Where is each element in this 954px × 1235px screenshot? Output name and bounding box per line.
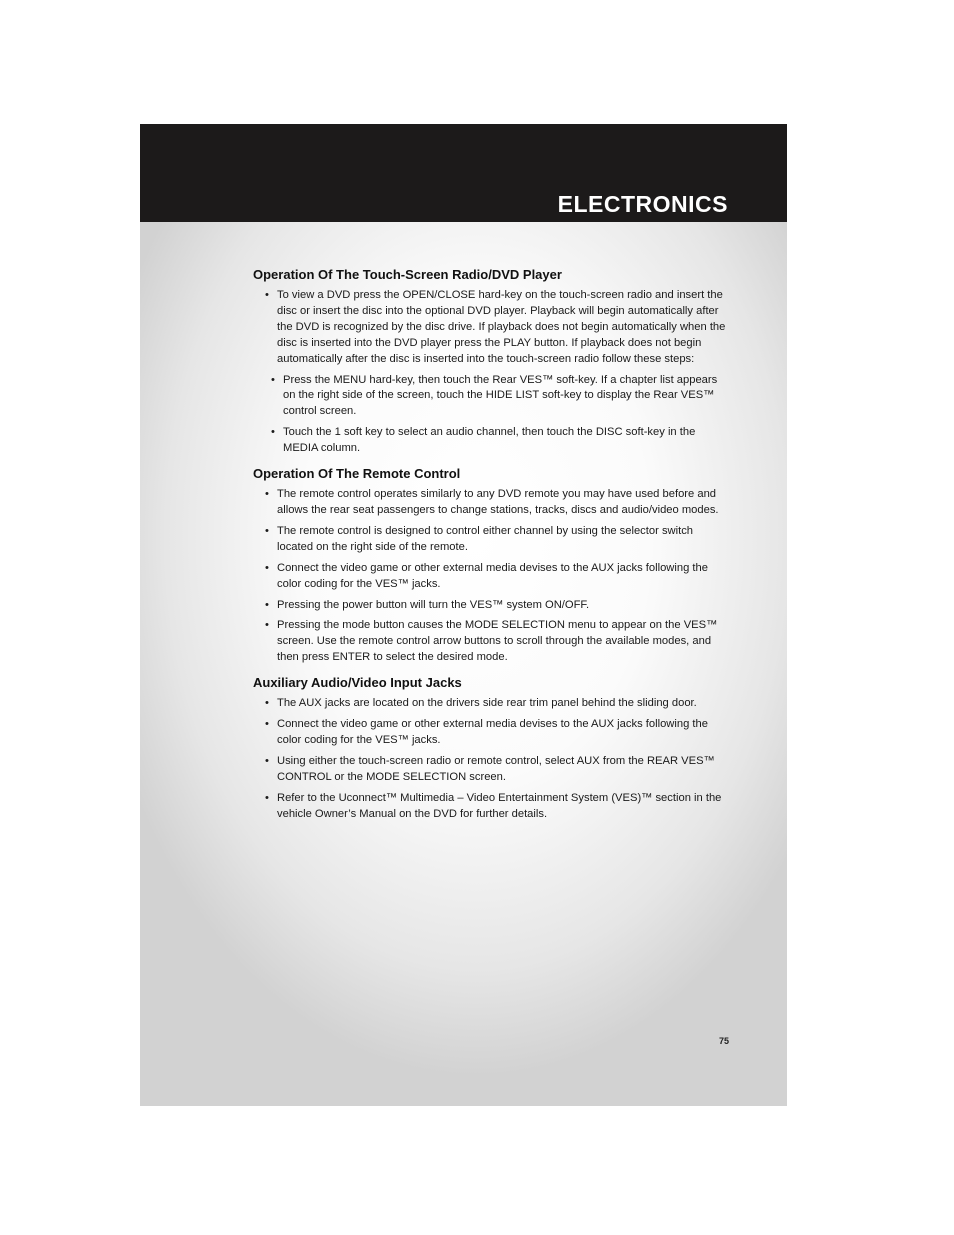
- header-bar: [140, 124, 787, 222]
- list-item: • Pressing the power button will turn the VES™ system ON/OFF.: [253, 598, 731, 614]
- list-item: • Connect the video game or other external media devises to the AUX jacks following the color coding for the VES™ jacks.: [253, 717, 731, 749]
- list-item: • To view a DVD press the OPEN/CLOSE hard-key on the touch-screen radio and insert the disc or insert the disc into the optional DVD player. Playback will begin automatically after the DVD is recognized by the disc drive. If playback does not begin automatically when the disc is inserted into the DVD player press the PLAY button. If playback does not begin automatically after the disc is inserted into the touch-screen radio follow these steps:: [253, 288, 731, 368]
- list-item: • The remote control operates similarly to any DVD remote you may have used before and allows the rear seat passengers to change stations, tracks, discs and audio/video modes.: [253, 487, 731, 519]
- list-aux-jacks: [253, 696, 731, 822]
- sub-list-item: • Press the MENU hard-key, then touch the Rear VES™ soft-key. If a chapter list appears on the right side of the screen, touch the HIDE LIST soft-key to display the Rear VES™ control screen.: [253, 373, 731, 421]
- list-item: • The AUX jacks are located on the drivers side rear trim panel behind the sliding door.: [253, 696, 731, 712]
- list-item: • The remote control is designed to control either channel by using the selector switch located on the right side of the remote.: [253, 524, 731, 556]
- list-item: • Refer to the Uconnect™ Multimedia – Video Entertainment System (VES)™ section in the vehicle Owner’s Manual on the DVD for further details.: [253, 791, 731, 823]
- list-item: • Connect the video game or other external media devises to the AUX jacks following the color coding for the VES™ jacks.: [253, 561, 731, 593]
- manual-page: [140, 124, 787, 1106]
- page-number: 75: [718, 1036, 729, 1046]
- list-remote-control: [253, 487, 731, 666]
- list-touch-screen-radio-dvd: [253, 288, 731, 457]
- list-item: • Using either the touch-screen radio or remote control, select AUX from the REAR VES™ CONTROL or the MODE SELECTION screen.: [253, 754, 731, 786]
- heading-remote-control: Operation Of The Remote Control: [253, 466, 461, 482]
- sub-list-item: • Touch the 1 soft key to select an audio channel, then touch the DISC soft-key in the MEDIA column.: [253, 425, 731, 457]
- page-content: [253, 267, 731, 827]
- list-item: • Pressing the mode button causes the MODE SELECTION menu to appear on the VES™ screen. Use the remote control arrow buttons to scroll through the available modes, and then press ENTER to select the desired mode.: [253, 618, 731, 666]
- section-title: ELECTRONICS: [557, 191, 728, 217]
- heading-aux-jacks: Auxiliary Audio/Video Input Jacks: [253, 675, 462, 691]
- heading-touch-screen-radio-dvd: Operation Of The Touch-Screen Radio/DVD Player: [253, 267, 562, 282]
